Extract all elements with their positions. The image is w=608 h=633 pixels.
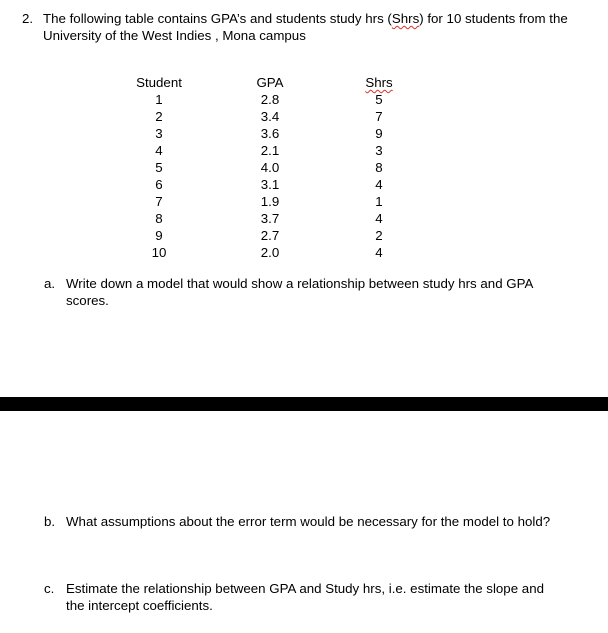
cell-shrs: 2 (375, 228, 383, 243)
cell-shrs: 4 (375, 177, 383, 192)
cell-gpa: 3.7 (260, 211, 280, 226)
shrs-word-spellcheck: Shrs (391, 11, 420, 26)
cell-student: 5 (155, 160, 163, 175)
gpa-study-hours-table (120, 74, 416, 261)
subquestion-a-text: Write down a model that would show a relationship between study hrs and GPA scores. (66, 276, 533, 308)
cell-gpa: 3.1 (260, 177, 280, 192)
header-shrs (342, 74, 416, 91)
table-row (120, 210, 416, 227)
cell-shrs: 4 (375, 211, 383, 226)
cell-gpa: 3.6 (260, 126, 280, 141)
table-row (120, 176, 416, 193)
subquestion-c-letter: c. (44, 581, 55, 596)
table-row (120, 193, 416, 210)
table-row (120, 108, 416, 125)
table-row (120, 125, 416, 142)
subquestion-b (44, 513, 554, 530)
cell-shrs: 7 (375, 109, 383, 124)
cell-student: 3 (155, 126, 163, 141)
cell-gpa: 3.4 (260, 109, 280, 124)
cell-gpa: 1.9 (260, 194, 280, 209)
table-row (120, 227, 416, 244)
cell-gpa: 2.1 (260, 143, 280, 158)
table-row (120, 142, 416, 159)
redaction-bar (0, 397, 608, 411)
cell-student: 9 (155, 228, 163, 243)
subquestion-c (44, 580, 554, 614)
cell-gpa: 2.8 (260, 92, 280, 107)
cell-gpa: 2.0 (260, 245, 280, 260)
table-header-row (120, 74, 416, 91)
subquestion-b-letter: b. (44, 514, 56, 529)
table-row (120, 159, 416, 176)
header-gpa: GPA (256, 75, 284, 90)
cell-student: 8 (155, 211, 163, 226)
subquestion-b-text: What assumptions about the error term would be necessary for the model to hold? (66, 514, 551, 529)
cell-student: 2 (155, 109, 163, 124)
cell-student: 10 (151, 245, 167, 260)
cell-shrs: 9 (375, 126, 383, 141)
question-text-end: ) for 10 students from the University of the West Indies , Mona campus (43, 11, 568, 43)
cell-shrs: 4 (375, 245, 383, 260)
question-number: 2. (22, 11, 34, 26)
table-row (120, 244, 416, 261)
cell-shrs: 3 (375, 143, 383, 158)
cell-student: 4 (155, 143, 163, 158)
table-row (120, 91, 416, 108)
cell-student: 7 (155, 194, 163, 209)
header-shrs-text: Shrs (365, 75, 393, 90)
question-text (43, 10, 582, 44)
cell-shrs: 5 (375, 92, 383, 107)
question-2-row (22, 10, 582, 44)
question-text-start: The following table contains GPA’s and students study hrs ( (43, 11, 392, 26)
subquestion-a-letter: a. (44, 276, 56, 291)
header-student: Student (136, 75, 182, 90)
subquestion-c-text: Estimate the relationship between GPA and Study hrs, i.e. estimate the slope and the intercept coefficients. (66, 581, 544, 613)
cell-student: 1 (155, 92, 163, 107)
question-2 (22, 10, 582, 44)
cell-gpa: 2.7 (260, 228, 280, 243)
cell-shrs: 1 (375, 194, 383, 209)
cell-student: 6 (155, 177, 163, 192)
cell-gpa: 4.0 (260, 160, 280, 175)
subquestion-a (44, 275, 554, 309)
cell-shrs: 8 (375, 160, 383, 175)
